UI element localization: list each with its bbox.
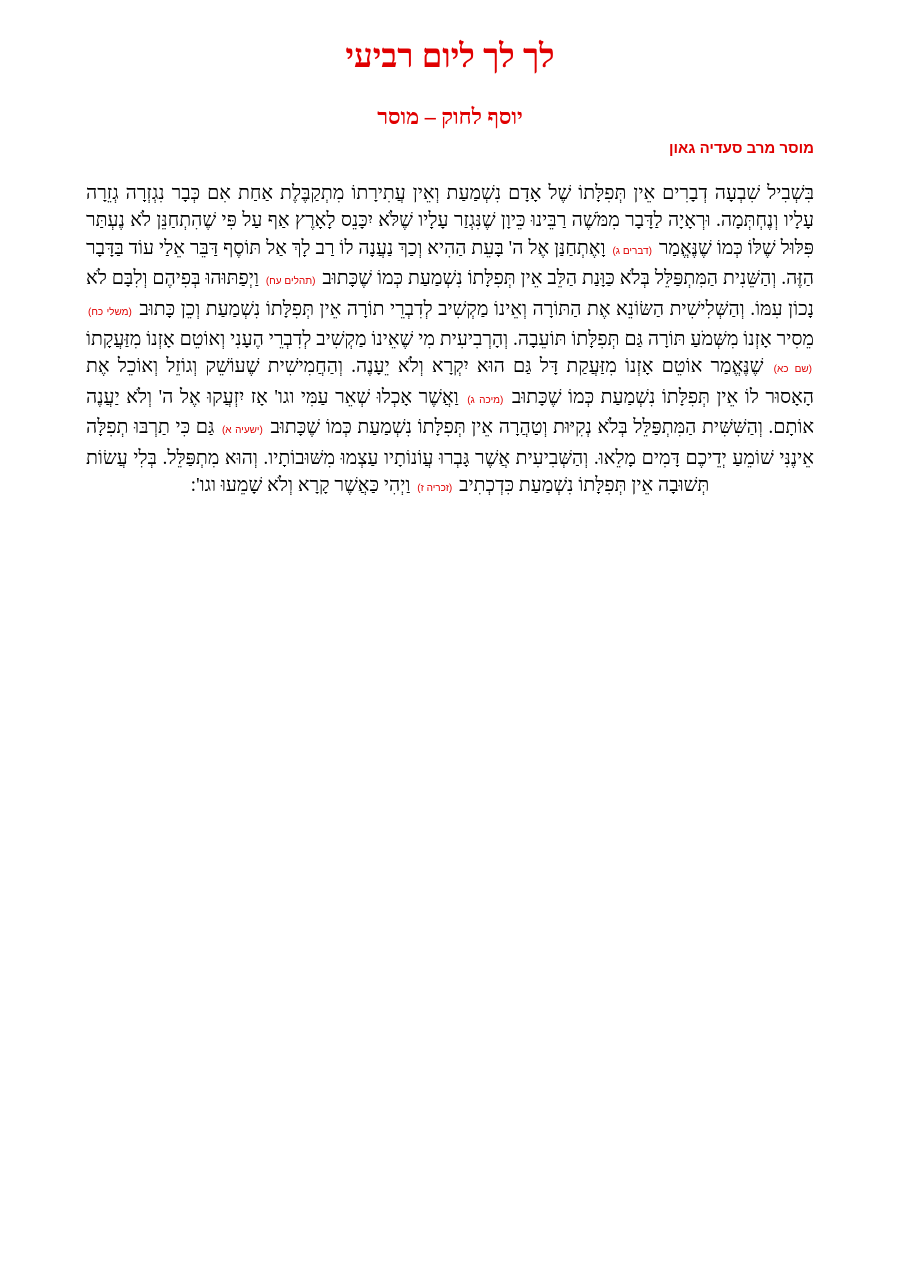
body-text-run: שֶׁנֶּאֱמַר אוֹטֵם אָזְנוֹ מִזַּעֲקַת דָּל גַּם הוּא יִקְרָא וְלֹא יֵעָנֶה. וְהַחֲמִישִׁית שֶׁעוֹשֵׁק וְגוֹזֵל וְאוֹכֵל אֶת הָאָסוּר לוֹ אֵין תְּפִלָּתוֹ נִשְׁמַעַת כְּמוֹ שֶׁכָּתוּב	[86, 356, 814, 408]
source-reference: (משלי כח)	[88, 306, 132, 318]
body-text-run: בִּשְׁבִיל שִׁבְעָה דְבָרִים אֵין תְּפִלָּתוֹ שֶׁל אָדָם נִשְׁמַעַת וְאֵין עֲתִירָתוֹ מִתְקַבֶּלֶת אַחַת אִם כְּבָר נִגְזְרָה גְזֵרָה עָלָיו וְנֶחְתְּמָה. וּרְאָיָה לַדָּבָר מִמֹּשֶׁה רַבֵּינוּ כֵּיוָן שֶׁנִּגְזַר עָלָיו שֶׁלֹּא יִכָּנֵס לָאָרֶץ אַף עַל פִּי שֶׁהִתְחַנֵּן לֹא נֶעְתַּר פִּלּוּל שֶׁלּוֹ כְּמוֹ שֶׁנֶּאֱמַר	[86, 183, 815, 259]
source-reference: (ישעיה א)	[221, 425, 263, 437]
source-reference: (תהלים עח)	[265, 276, 316, 288]
body-text-run: וַיְפַתּוּהוּ בְּפִיהֶם וְלִבָּם לֹא נָכוֹן עִמּוֹ. וְהַשְּׁלִישִׁית הַשּׂוֹנֵא אֶת הַתּוֹרָה וְאֵינוֹ מַקְשִׁיב לְדִבְרֵי תוֹרָה אֵין תְּפִלָּתוֹ נִשְׁמַעַת וְכֵן כָּתוּב	[86, 268, 814, 320]
body-text-run: וַאֲשֶׁר אָכְלוּ שְׁאֵר עַמִּי וגו' אָז יִזְעֲקוּ אֶל ה' וְלֹא יַעֲנֶה אוֹתָם. וְהַשִּׁשִּׁית הַמִּתְפַּלֵּל בְּלֹא נְקִיּוּת וְטַהֲרָה אֵין תְּפִלָּתוֹ נִשְׁמַעַת כְּמוֹ שֶׁכָּתוּב	[86, 386, 815, 439]
document-page	[86, 0, 814, 502]
body-text-run: וַיְהִי כַּאֲשֶׁר קָרָא וְלֹא שָׁמֵעוּ וגו':	[190, 475, 411, 497]
source-reference: (שם כא)	[773, 364, 812, 376]
body-text-run: גַּם כִּי תַרְבּוּ תְפִלָּה אֵינֶנִּי שׁוֹמֵעַ יְדֵיכֶם דָּמִים מָלֵאוּ. וְהַשְּׁבִיעִית אֲשֶׁר גָּבְרוּ עֲוֹנוֹתָיו עַצְמוּ מִשּׁוּבוֹתָיו. וְהוּא מִתְפַּלֵּל. בְּלִי עֲשׂוֹת תְּשׁוּבָה אֵין תְּפִלָּתוֹ נִשְׁמַעַת כִּדְכְתִיב	[86, 417, 814, 497]
source-reference: (זכריה ז)	[417, 483, 453, 495]
source-reference: (מיכה ג)	[467, 394, 504, 406]
section-label: מוסר מרב סעדיה גאון	[668, 140, 814, 157]
body-text-run: וָאֶתְחַנַּן אֶל ה' בָּעֵת הַהִיא וְכַךְ נַעֲנָה לוֹ רַב לָךְ אַל תּוֹסֶף דַּבֵּר אֵלַי עוֹד בַּדָּבָר הַזֶּה. וְהַשֵּׁנִית הַמִּתְפַּלֵּל בְּלֹא כַּוָּנַת הַלֵּב אֵין תְּפִלָּתוֹ נִשְׁמַעַת כְּמוֹ שֶׁכָּתוּב	[86, 237, 815, 290]
source-reference: (דברים ג)	[612, 245, 652, 257]
body-text-run: מֵסִיר אָזְנוֹ מִשְּׁמֹעַ תּוֹרָה גַּם תְּפִלָּתוֹ תּוֹעֵבָה. וְהָרְבִיעִית מִי שֶׁאֵינוֹ מַקְשִׁיב לְדִבְרֵי הֶעָנִי וְאוֹטֵם אָזְנוֹ מִזַּעֲקָתוֹ	[86, 329, 814, 351]
page-subtitle: יוסף לחוק – מוסר	[377, 104, 523, 129]
body-paragraph	[86, 180, 814, 502]
page-title: לך לך ליום רביעי	[345, 39, 555, 75]
